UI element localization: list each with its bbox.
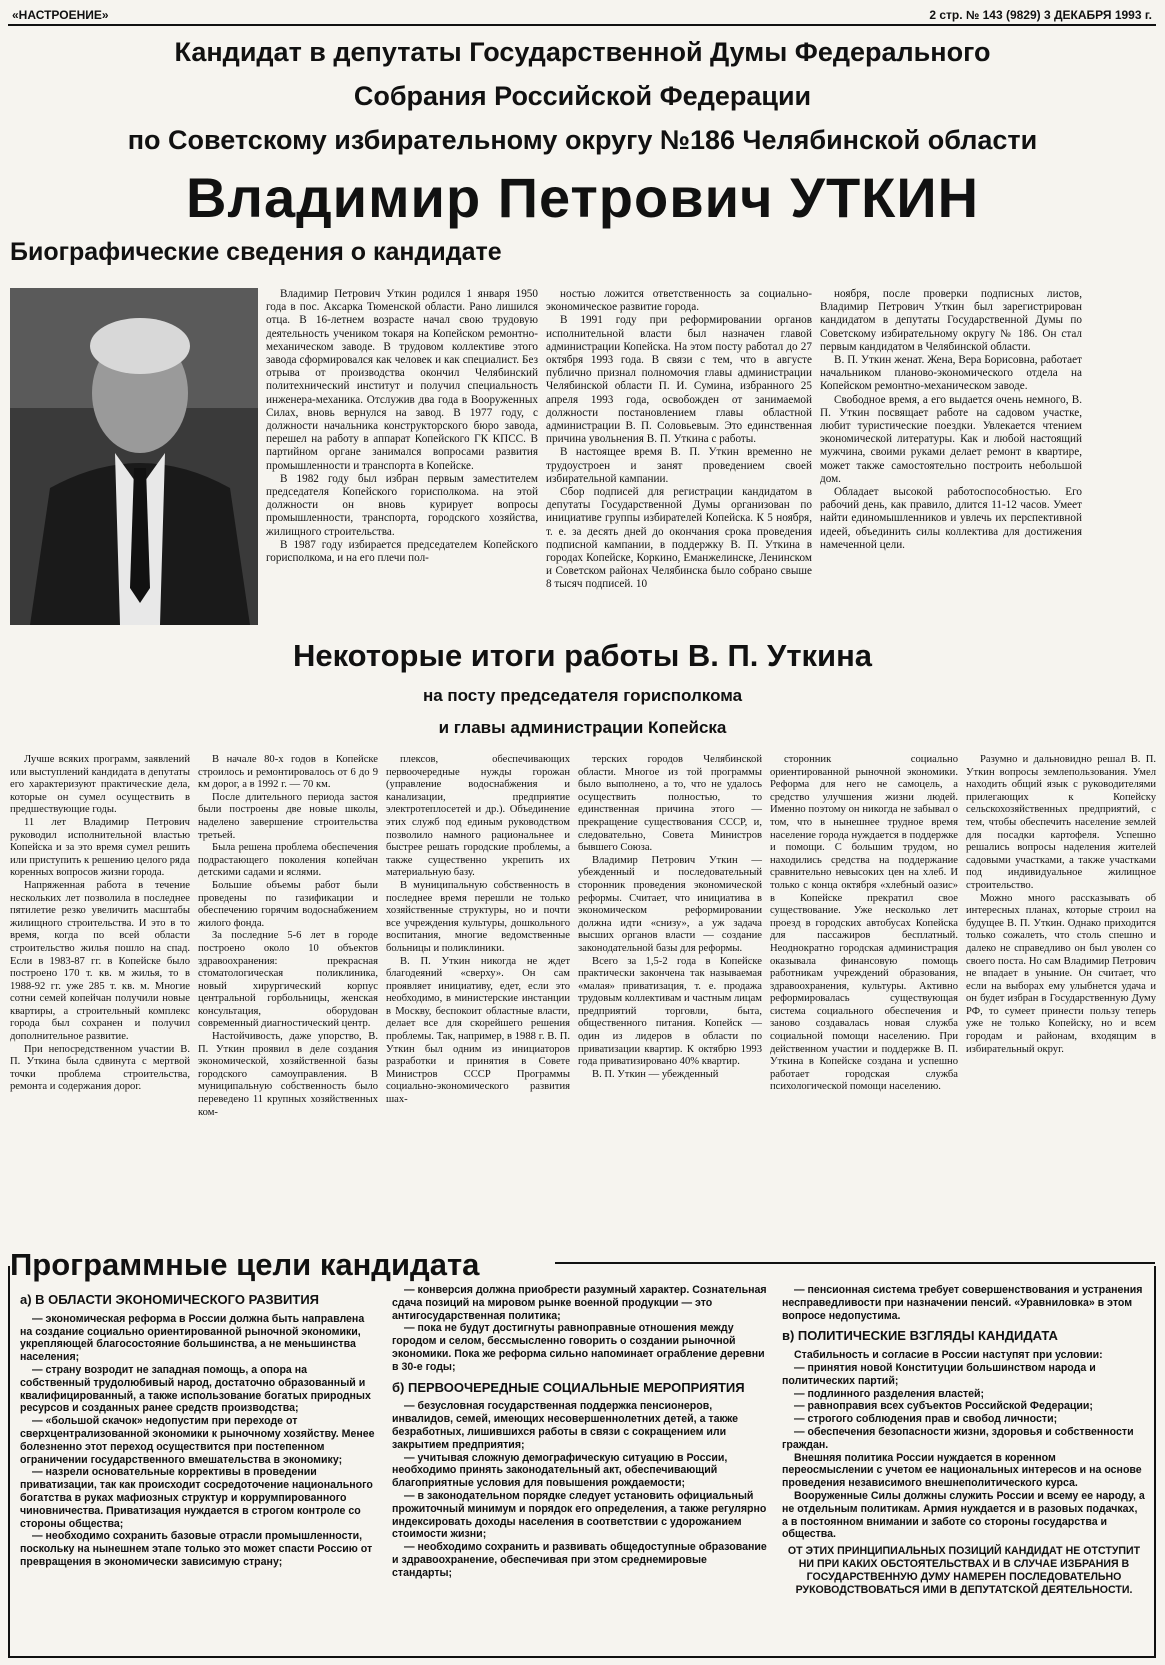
title-line-3: по Советскому избирательному округу №186 Челябинской области [127,125,1038,155]
paragraph: В 1987 году избирается председателем Копейского горисполкома, и на его плечи пол- [266,538,538,565]
paragraph: За последние 5-6 лет в городе построено около 10 объектов здравоохранения: прекрасная стоматологическая поликлиника, новый хирургический корпус центральной горбольницы, женская консультация, оборудован современный диагностический центр. [198,930,378,1030]
paragraph: Внешняя политика России нуждается в коренном переосмыслении с учетом ее национальных интересов и на основе проведения независимого внешнеполитического курса. [782,1451,1142,1490]
paragraph: В. П. Уткин женат. Жена, Вера Борисовна, работает начальником планово-экономического отдела на Копейском ремонтно-механическом заводе. [820,354,1082,393]
section-c-text: Стабильность и согласие в России наступят при условии: [794,1349,1103,1362]
paragraph: — «большой скачок» недопустим при переходе от сверхцентрализованной экономики к рыночному хозяйству. Менее болезненно этот переход осуществится при постепенном ограничении государственного вмешательства в экономику; [20,1415,375,1466]
paragraph: При непосредственном участии В. П. Уткина была сдвинута с мертвой точки проблема строительства, ремонта и содержания дорог. [10,1043,190,1093]
program-top-rule [555,1262,1155,1264]
section-c-title: в) ПОЛИТИЧЕСКИЕ ВЗГЛЯДЫ КАНДИДАТА [782,1328,1058,1344]
section-b-title: б) ПЕРВООЧЕРЕДНЫЕ СОЦИАЛЬНЫЕ МЕРОПРИЯТИЯ [392,1379,745,1395]
paragraph: В настоящее время В. П. Уткин временно не трудоустроен и занят проведением своей избирательной кампании. [546,446,812,485]
results-text-3: плексов, обеспечивающих первоочередные нужды горожан (управление водоснабжения и канализации, предприятие электротеплосетей и др.). Объединение этих служб под единым руководством позволило намного рациональнее и быстрее решать городские проблемы, а также существенно укрепить их материальную базу. [386,754,570,879]
paragraph: — равноправия всех субъектов Российской Федерации; [794,1400,1093,1413]
results-text-4: терских городов Челябинской области. Многое из той программы было выполнено, а то, что не удалось осуществить полностью, то единственная причина этого — прекращение существования СССР, и, следовательно, Совета Министров бывшего Союза. [578,754,762,854]
results-column-3 [386,754,570,1107]
paragraph: В 1991 году при реформировании органов исполнительной власти был назначен главой администрации Копейска. На этом посту работал до 27 октября 1993 года. В связи с тем, что в августе публично признал полномочия главы администрации Челябинской области П. И. Сумина, избранного 25 апреля 1993 года, освобожден от занимаемой должности постановлением главы областной администрации В. П. Соловьевым. Это единственная причина увольнения В. П. Уткина с работы. [546,314,812,446]
bio-heading: Биографические сведения о кандидате [10,238,502,266]
closing-statement: ОТ ЭТИХ ПРИНЦИПИАЛЬНЫХ ПОЗИЦИЙ КАНДИДАТ НЕ ОТСТУПИТ НИ ПРИ КАКИХ ОБСТОЯТЕЛЬСТВАХ И В СЛУЧАЕ ИЗБРАНИЯ В ГОСУДАРСТВЕННУЮ ДУМУ НАМЕРЕН ПОСЛЕДОВАТЕЛЬНО РУКОВОДСТВОВАТЬСЯ ИМИ В ДЕПУТАТСКОЙ ДЕЯТЕЛЬНОСТИ. [787,1545,1141,1596]
paragraph: Можно много рассказывать об интересных планах, которые строил на будущее В. П. Уткин. Однако приходится только сожалеть, что столь спешно и далеко не справедливо он был уволен со своего поста. Но сам Владимир Петрович не впадает в уныние. Он считает, что если на выборах ему улыбнется удача и он будет избран в Государственную Думу РФ, то сумеет принести пользу теперь уже не только Копейску, но и всем городам и районам, входящим в избирательный округ. [966,892,1156,1055]
bio-text-2: ностью ложится ответственность за социально-экономическое развитие города. [546,288,812,314]
results-text-1: Лучше всяких программ, заявлений или выступлений кандидата в депутаты его характеризуют практические дела, которые он сумел осуществить в предшествующие годы. [10,754,190,816]
paragraph: — назрели основательные коррективы в проведении приватизации, так как происходит сосредоточение национального богатства в руках мафиозных структур и коррумпированного чиновничества. Приватизация нуждается в строгом контроле со стороны общества; [20,1466,373,1530]
paragraph: Обладает высокой работоспособностью. Его рабочий день, как правило, длится 11-12 часов. Умеет найти единомышленников и увлечь их перспективной идеей, объединить силы коллектива для достижения намеченной цели. [820,486,1082,551]
section-a-title: а) В ОБЛАСТИ ЭКОНОМИЧЕСКОГО РАЗВИТИЯ [20,1292,319,1307]
paragraph: Настойчивость, даже упорство, В. П. Уткин проявил в деле создания экономической, хозяйственной базы городского самоуправления. В муниципальную собственность было переведено 11 крупных хозяйственных ком- [198,1031,378,1118]
newspaper-header [8,6,1156,26]
results-text-6: Разумно и дальновидно решал В. П. Уткин вопросы землепользования. Умел находить общий язык с руководителями прилегающих к Копейску сельскохозяйственных предприятий, с тем, чтобы обеспечить население землей для посадки картофеля. Успешно решались вопросы наделения жителей садовыми участками, а также участками под индивидуальное жилищное строительство. [966,754,1156,891]
results-sub-line-2: и главы администрации Копейска [438,718,727,737]
results-column-1 [10,754,190,1094]
bio-column-2 [546,288,812,592]
paragraph: — в законодательном порядке следует установить официальный прожиточный минимум и порядок его определения, а также регулярно индексировать доходы населения в соответствии с удорожанием стоимости жизни; [392,1489,767,1541]
section-b-text: — безусловная государственная поддержка пенсионеров, инвалидов, семей, имеющих несовершеннолетних детей, а также безработных, лишившихся работы в связи с сокращением или закрытием предприятия; [392,1400,739,1451]
column-b-top-text: — конверсия должна приобрести разумный характер. Сознательная сдача позиций на мировом рынке военной продукции — это антигосударственная политика; [392,1284,767,1322]
results-text-5: сторонник социально ориентированной рыночной экономики. Реформа для него не самоцель, а средство улучшения жизни людей. Именно поэтому он никогда не забывал о том, что в нынешнее трудное время население города нуждается в поддержке и помощи. С большим трудом, но находились средства на поддержание сравнительно невысоких цен на хлеб. И только с конца октября «хлебный оазис» в Копейске прекратил свое существование. Уже несколько лет проезд в городских автобусах Копейска для пассажиров бесплатный. Неоднократно городская администрация оказывала финансовую помощь работникам учреждений образования, здравоохранения, культуры. Активно реформировалась существующая система социального обеспечения и заново создавалась новая служба социальной помощи населению. При действенном участии и поддержке В. П. Уткина в Копейске создана и успешно работает городская служба психологической помощи населению. [770,754,958,1093]
paragraph: — обеспечения безопасности жизни, здоровья и собственности граждан. [782,1425,1134,1451]
paragraph: Вооруженные Силы должны служить России и всему ее народу, а не отдельным политикам. Армия нуждается и в разовых подачках, а в постоянном внимании и заботе со стороны государства и общества. [782,1489,1145,1541]
results-text-2: В начале 80-х годов в Копейске строилось и ремонтировалось от 6 до 9 км дорог, а в 1992 г. — 70 км. [198,754,378,791]
section-a-text: — экономическая реформа в России должна быть направлена на создание социально ориентированной рыночной экономики, укрепляющей благосостояние большинства, а не меньшинства населения; [20,1312,365,1364]
program-heading: Программные цели кандидата [10,1247,480,1282]
results-heading: Некоторые итоги работы В. П. Уткина [292,638,873,673]
results-subheading [20,680,1145,744]
paragraph: 11 лет Владимир Петрович руководил исполнительной властью Копейска и за это время сумел решить или приступить к решению целого ряда коренных вопросов жизни города. [10,816,190,879]
results-column-6 [966,754,1156,1056]
bio-column-3 [820,288,1082,552]
bio-text-1: Владимир Петрович Уткин родился 1 января 1950 года в пос. Аксарка Тюменской области. Рано лишился отца. В 16-летнем возрасте начал свою трудовую деятельность учеником токаря на Копейском ремонтно-механическом заводе. В трудовом коллективе этого завода сформировался как человек и как специалист. Без отрыва от производства окончил Челябинский политехнический институт и получил специальность инженера-механика. Отслужив два года в Вооруженных Силах, вновь вернулся на завод. В 1977 году, с должности начальника конструкторского бюро завода, перешел на работу в аппарат Копейского ГК КПСС. В партийном органе занимался вопросами развития промышленности и транспорта в Копейске. [266,288,538,472]
paragraph: Была решена проблема обеспечения подрастающего поколения копейчан детскими садами и яслями. [198,842,378,879]
paragraph: После длительного периода застоя были построены две новые школы, наделено завершение строительства третьей. [198,791,378,841]
program-column-c [782,1284,1146,1596]
paragraph: В 1982 году был избран первым заместителем председателя Копейского горисполкома. на этой должности он вновь курирует вопросы промышленности, транспорта, городского хозяйства, жилищного строительства. [266,472,538,538]
paragraph: В муниципальную собственность в последнее время перешли не только хозяйственные структуры, но и почти все учреждения культуры, дошкольного воспитания, многие ведомственные больницы и поликлиники. [386,879,570,954]
paragraph: — подлинного разделения властей; [794,1387,985,1400]
newspaper-name: «НАСТРОЕНИЕ» [12,8,109,22]
paragraph: Владимир Петрович Уткин — убежденный и последовательный сторонник проведения экономической реформы. Считает, что инициатива в экономическом реформировании должна идти «снизу», а уж задача высших органов власти — создание законодательной базы для реформы. [578,854,762,954]
paragraph: Сбор подписей для регистрации кандидатом в депутаты Государственной Думы организован по инициативе группы избирателей Копейска. К 5 ноября, т. е. за десять дней до окончания срока проведения подписной кампании, в поддержку В. П. Уткина в городах Копейске, Коркино, Еманжелинске, Ленинском и Советском районах Челябинска было собрано свыше 8 тысяч подписей. 10 [546,486,812,591]
bio-text-3: ноября, после проверки подписных листов, Владимир Петрович Уткин был зарегистрирован кандидатом в депутаты Государственной Думы по Советскому избирательному округу № 186. Он стал первым кандидатом в Челябинской области. [820,288,1082,353]
bio-column-1 [266,288,538,565]
title-line-2: Собрания Российской Федерации [353,81,812,111]
candidate-title [20,30,1145,162]
title-line-1: Кандидат в депутаты Государственной Думы Федерального [174,37,991,67]
issue-info: 2 стр. № 143 (9829) 3 ДЕКАБРЯ 1993 г. [929,8,1152,22]
paragraph: В. П. Уткин — убежденный [592,1068,719,1080]
paragraph: — необходимо сохранить и развивать общедоступные образование и здравоохранение, обеспечивая при этом среднемировые стандарты; [392,1541,767,1579]
results-column-2 [198,754,378,1119]
results-column-4 [578,754,762,1081]
results-sub-line-1: на посту председателя горисполкома [422,686,743,705]
paragraph: Напряженная работа в течение нескольких лет позволила в последнее пятилетие резко увеличить масштабы жилищного строительства. И это в то время, когда по всей области строительство жилья пошло на спад. Если в 1983-87 гг. в Копейске было построено 170 т. кв. м жилья, то в 1988-92 гг. уже 285 т. кв. м. Многие сотни семей копейчан получили новые квартиры, а строительный комплекс города был сохранен и получил дополнительное развитие. [10,879,190,1043]
paragraph: — строгого соблюдения прав и свобод личности; [794,1413,1058,1426]
paragraph: — страну возродит не западная помощь, а опора на собственный трудолюбивый народ, достаточно образованный и квалифицированный, а также использование богатых природных ресурсов и созданных ранее средств производства; [20,1363,371,1415]
candidate-name: Владимир Петрович УТКИН [185,166,980,229]
column-c-top-text: — пенсионная система требует совершенствования и устранения несправедливости при назначении пенсий. «Уравниловка» в этом вопросе недопустима. [782,1284,1143,1322]
paragraph: — принятия новой Конституции большинством народа и политических партий; [782,1361,1096,1387]
paragraph: В. П. Уткин никогда не ждет благодеяний «сверху». Он сам проявляет инициативу, едет, если это необходимо, в министерские инстанции в Москву, беспокоит областные власти, делает все для скорейшего решения проблемы. Так, например, в 1988 г. В. П. Уткин был одним из инициаторов разработки и принятия в Совете Министров СССР Программы социально-экономического развития шах- [386,955,570,1106]
paragraph: Большие объемы работ были проведены по газификации и обеспечению горячим водоснабжением жилого фонда. [198,879,378,929]
program-column-b [392,1284,768,1580]
paragraph: Свободное время, а его выдается очень немного, В. П. Уткин посвящает работе на садовом участке, любит туристические поездки. Увлекается чтением экономической литературы. Как и любой настоящий мужчина, своими руками делает ремонт в квартире, может также самостоятельно построить небольшой дом. [820,393,1082,485]
paragraph: — необходимо сохранить базовые отрасли промышленности, поскольку на нынешнем этапе только это может спасти Россию от превращения в экономически зависимую страну; [20,1530,373,1568]
paragraph: Всего за 1,5-2 года в Копейске практически закончена так называемая «малая» приватизация, т. е. продажа трудовым коллективам и частным лицам предприятий торговли, быта, общественного питания. Копейск — один из лидеров в области по приватизации квартир. К октябрю 1993 года приватизировано 40% квартир. [578,955,762,1068]
results-column-5 [770,754,958,1094]
candidate-photo [10,288,258,625]
paragraph: — пока не будут достигнуты равноправные отношения между городом и селом, бессмысленно говорить о создании рыночной экономики. Пока же реформа сильно напоминает ограбление деревни в 30-е годы; [392,1322,765,1373]
program-column-a [20,1292,378,1569]
paragraph: — учитывая сложную демографическую ситуацию в России, необходимо принять законодательный акт, обеспечивающий благоприятные условия для повышения рождаемости; [392,1451,728,1490]
portrait-image [10,288,258,625]
